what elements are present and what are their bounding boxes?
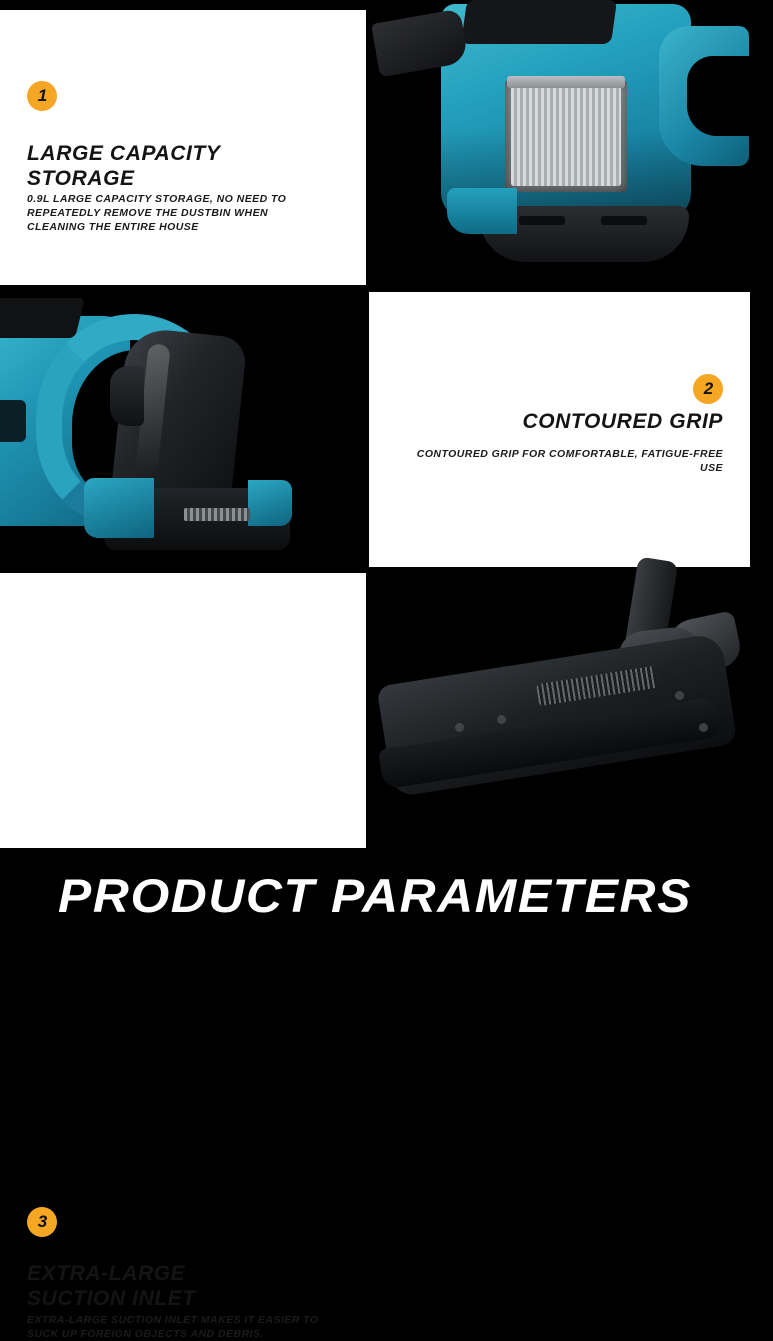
vacuum-floor-nozzle-illustration xyxy=(369,573,750,848)
feature-3-description: EXTRA-LARGE SUCTION INLET MAKES IT EASIER TO SUCK UP FOREIGN OBJECTS AND DEBRIS. xyxy=(27,1314,319,1340)
product-parameters-banner xyxy=(0,848,750,993)
feature-2-number-badge: 2 xyxy=(693,374,723,404)
feature-3-number-badge: 3 xyxy=(27,1207,57,1237)
feature-1-description: 0.9L LARGE CAPACITY STORAGE, NO NEED TO REPEATEDLY REMOVE THE DUSTBIN WHEN CLEANING THE ENTIRE HOUSE xyxy=(27,193,287,233)
feature-3-title-line1: EXTRA-LARGE xyxy=(27,1262,186,1285)
product-parameters-title: PRODUCT PARAMETERS xyxy=(58,869,692,922)
feature-1-image xyxy=(369,10,750,285)
feature-1-title-line1: LARGE CAPACITY xyxy=(27,142,221,165)
feature-3-title-line2: SUCTION INLET xyxy=(27,1287,196,1310)
feature-3-title xyxy=(27,1261,337,1311)
feature-3-image xyxy=(369,573,750,848)
feature-1-title xyxy=(27,141,337,191)
feature-2-text-panel xyxy=(369,292,750,567)
vacuum-grip-illustration xyxy=(0,292,366,567)
feature-2-description: CONTOURED GRIP FOR COMFORTABLE, FATIGUE-FREE USE xyxy=(416,448,723,474)
feature-3-text-panel xyxy=(0,573,366,1340)
vacuum-dust-cup-illustration xyxy=(369,10,750,285)
feature-2-title: CONTOURED GRIP xyxy=(522,410,723,433)
feature-1-title-line2: STORAGE xyxy=(27,167,135,190)
feature-1-text-panel xyxy=(0,10,366,285)
feature-2-image xyxy=(0,292,366,567)
feature-1-number-badge: 1 xyxy=(27,81,57,111)
